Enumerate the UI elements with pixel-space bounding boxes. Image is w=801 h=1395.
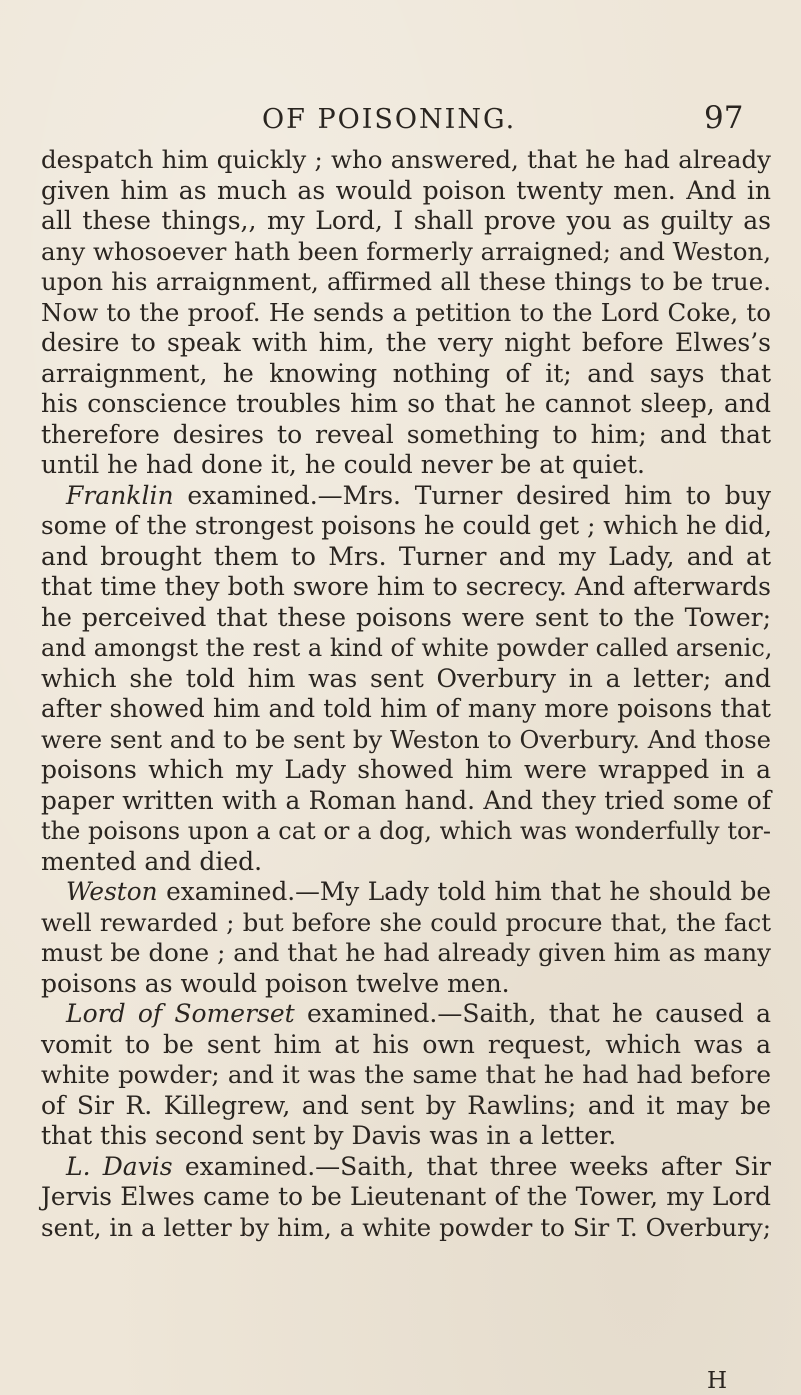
- text-line: mented and died.: [41, 846, 263, 876]
- text-line: all these things,, my Lord, I shall prove you as guilty as: [41, 206, 771, 235]
- running-title: OF POISONING.: [262, 104, 517, 135]
- text-line: poisons as would poison twelve men.: [41, 968, 510, 998]
- text-line: given him as much as would poison twenty men. And in: [41, 175, 771, 205]
- text-line: some of the strongest poisons he could get ; which he did,: [41, 511, 772, 540]
- paragraph-start-line: Franklin examined.—Mrs. Turner desired him to buy: [66, 480, 771, 510]
- text-line: and amongst the rest a kind of white powder called arsenic,: [41, 634, 773, 662]
- text-line: upon his arraignment, affirmed all these things to be true.: [41, 267, 771, 296]
- paragraph-start-line: Lord of Somerset examined.—Saith, that he caused a: [66, 999, 771, 1028]
- paragraph-start-line: L. Davis examined.—Saith, that three weeks after Sir: [66, 1151, 771, 1181]
- text-line: until he had done it, he could never be at quiet.: [41, 450, 646, 479]
- text-line: well rewarded ; but before she could procure that, the fact: [41, 907, 771, 937]
- text-line: were sent and to be sent by Weston to Overbury. And those: [41, 724, 771, 754]
- signature-mark: H: [707, 1368, 728, 1394]
- text-line: of Sir R. Killegrew, and sent by Rawlins; and it may be: [41, 1090, 771, 1120]
- text-line: that time they both swore him to secrecy. And afterwards: [41, 572, 771, 601]
- text-line: which she told him was sent Overbury in a letter; and: [41, 663, 771, 693]
- page-number: 97: [704, 100, 744, 136]
- text-line: he perceived that these poisons were sent to the Tower;: [41, 602, 771, 632]
- running-head: [0, 100, 801, 144]
- body-text: [41, 145, 771, 1243]
- examinee-name: L. Davis: [66, 1151, 173, 1181]
- text-line: Jervis Elwes came to be Lieutenant of the Tower, my Lord: [41, 1182, 771, 1211]
- examinee-name: Lord of Somerset: [66, 999, 295, 1028]
- text-line: after showed him and told him of many more poisons that: [41, 694, 771, 723]
- examinee-name: Franklin: [66, 480, 174, 510]
- text-line: paper written with a Roman hand. And they tried some of: [41, 785, 771, 815]
- text-line: the poisons upon a cat or a dog, which was wonderfully tor-: [41, 817, 771, 845]
- paragraph-start-line: Weston examined.—My Lady told him that he should be: [66, 877, 771, 906]
- text-line: therefore desires to reveal something to him; and that: [41, 419, 771, 449]
- text-line: that this second sent by Davis was in a letter.: [41, 1121, 617, 1150]
- text-line: vomit to be sent him at his own request, which was a: [41, 1029, 771, 1059]
- text-line: sent, in a letter by him, a white powder to Sir T. Overbury;: [41, 1212, 771, 1242]
- text-line: his conscience troubles him so that he cannot sleep, and: [41, 389, 771, 418]
- text-line: despatch him quickly ; who answered, that he had already: [41, 145, 771, 174]
- text-line: and brought them to Mrs. Turner and my Lady, and at: [41, 541, 771, 571]
- text-line: Now to the proof. He sends a petition to the Lord Coke, to: [41, 297, 771, 327]
- text-line: desire to speak with him, the very night before Elwes’s: [41, 328, 771, 357]
- examinee-name: Weston: [66, 877, 158, 906]
- text-line: must be done ; and that he had already given him as many: [41, 938, 771, 967]
- text-line: arraignment, he knowing nothing of it; and says that: [41, 358, 771, 388]
- text-line: poisons which my Lady showed him were wrapped in a: [41, 755, 771, 784]
- text-line: white powder; and it was the same that he had had before: [41, 1060, 771, 1089]
- text-line: any whosoever hath been formerly arraigned; and Weston,: [41, 236, 772, 266]
